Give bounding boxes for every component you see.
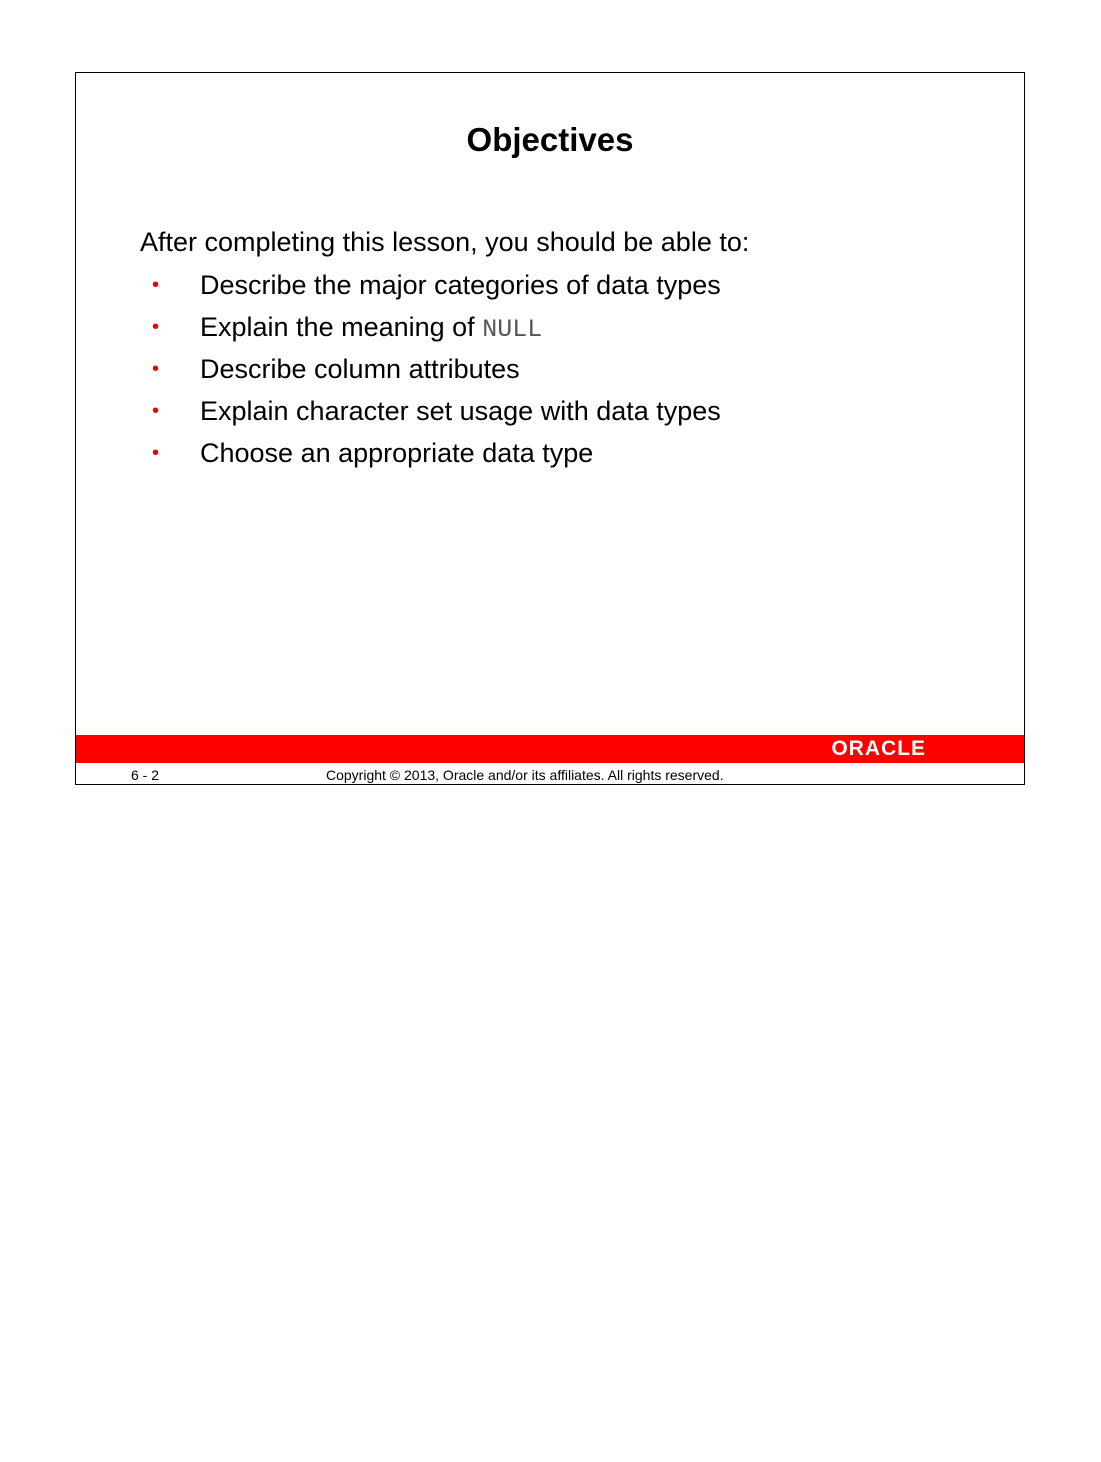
- bullet-icon: •: [152, 316, 160, 338]
- list-item: [140, 267, 721, 309]
- list-item: [140, 393, 721, 435]
- item-text: Explain the meaning of: [200, 312, 483, 342]
- footer-band: [76, 735, 1024, 763]
- item-text: Describe the major categories of data types: [200, 270, 721, 300]
- objectives-list: [140, 267, 721, 477]
- bullet-icon: •: [152, 358, 160, 380]
- bullet-icon: •: [152, 274, 160, 296]
- item-text: Choose an appropriate data type: [200, 438, 594, 468]
- slide: [75, 72, 1025, 785]
- item-text: Explain character set usage with data types: [200, 396, 721, 426]
- code-text: NULL: [482, 315, 543, 344]
- bullet-icon: •: [152, 400, 160, 422]
- copyright: Copyright © 2013, Oracle and/or its affiliates. All rights reserved.: [326, 767, 724, 783]
- intro-text: After completing this lesson, you should be able to:: [140, 227, 750, 257]
- list-item: [140, 351, 721, 393]
- list-item: [140, 435, 721, 477]
- page-number: 6 - 2: [131, 767, 160, 783]
- bullet-icon: •: [152, 442, 160, 464]
- list-item: [140, 309, 721, 351]
- slide-title: Objectives: [466, 121, 634, 158]
- oracle-logo: ORACLE: [831, 737, 926, 760]
- item-text: Describe column attributes: [200, 354, 520, 384]
